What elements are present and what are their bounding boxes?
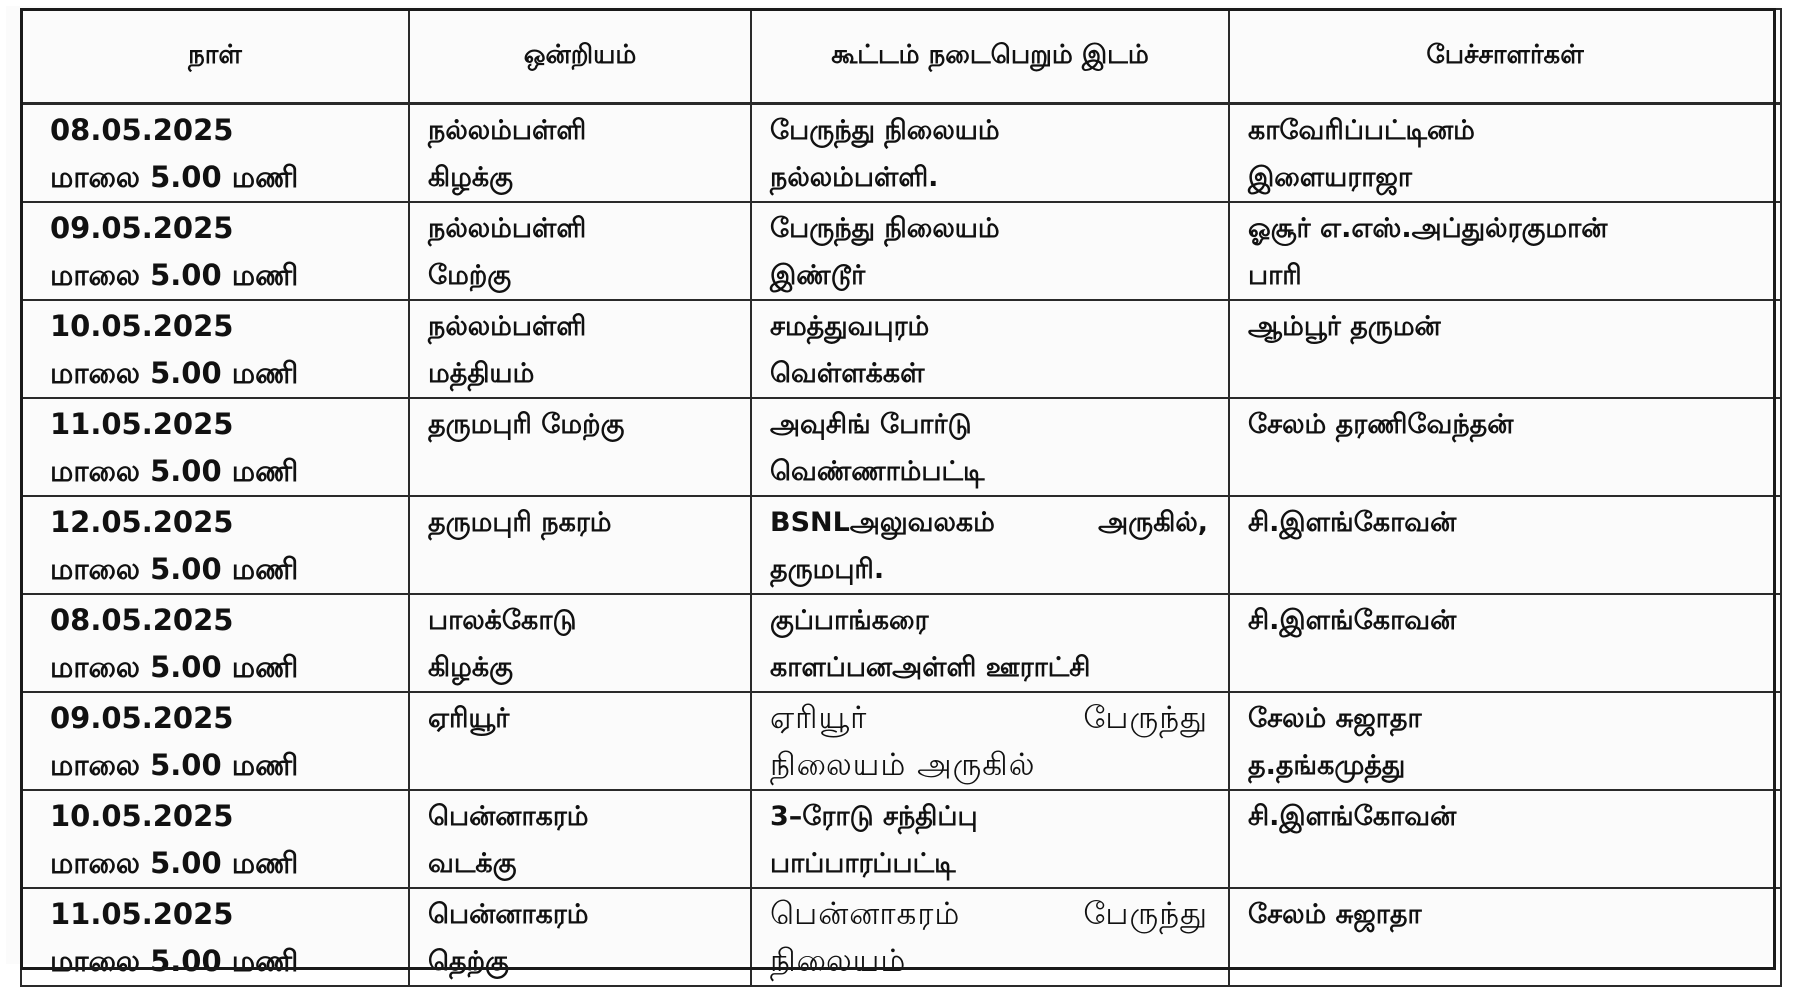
speaker-line: ஓசூர் எ.எஸ்.அப்துல்ரகுமான் <box>1248 213 1608 244</box>
venue-line: வெண்ணாம்பட்டி <box>770 456 985 487</box>
table-row <box>21 398 1781 496</box>
union-line: பென்னாகரம் <box>428 801 589 832</box>
date-cell <box>21 692 409 790</box>
time-text: மாலை 5.00 மணி <box>50 454 299 488</box>
union-line: நல்லம்பள்ளி <box>428 115 587 146</box>
meeting-schedule-table <box>20 8 1782 987</box>
time-text: மாலை 5.00 மணி <box>50 258 299 292</box>
table-row <box>21 888 1781 986</box>
table-row <box>21 692 1781 790</box>
table-row <box>21 202 1781 300</box>
speaker-line: சி.இளங்கோவன் <box>1248 605 1457 636</box>
venue-line: காளப்பனஅள்ளி ஊராட்சி <box>770 652 1091 683</box>
time-text: மாலை 5.00 மணி <box>50 160 299 194</box>
speakers-cell <box>1229 202 1781 300</box>
venue-line: நிலையம் <box>770 943 907 979</box>
union-cell <box>409 104 751 203</box>
speaker-line: சேலம் சுஜாதா <box>1248 899 1422 930</box>
table-row <box>21 104 1781 203</box>
venue-line: இண்டூர் <box>770 260 866 291</box>
date-text: 11.05.2025 <box>50 407 234 441</box>
time-text: மாலை 5.00 மணி <box>50 650 299 684</box>
speakers-cell <box>1229 398 1781 496</box>
time-text: மாலை 5.00 மணி <box>50 748 299 782</box>
venue-line: பென்னாகரம் பேருந்து <box>770 896 1208 932</box>
speaker-line: இளையராஜா <box>1248 162 1413 193</box>
table-row <box>21 790 1781 888</box>
union-cell <box>409 888 751 986</box>
speaker-line: பாரி <box>1248 260 1302 291</box>
date-text: 08.05.2025 <box>50 113 234 147</box>
union-line: பென்னாகரம் <box>428 899 589 930</box>
header-date: நாள் <box>21 9 409 104</box>
header-venue: கூட்டம் நடைபெறும் இடம் <box>751 9 1229 104</box>
venue-line: BSNLஅலுவலகம் அருகில், <box>770 507 1208 538</box>
venue-line: குப்பாங்கரை <box>770 605 929 636</box>
table-row <box>21 496 1781 594</box>
date-text: 09.05.2025 <box>50 211 234 245</box>
union-line: மேற்கு <box>428 260 512 291</box>
document-page <box>6 6 1780 979</box>
time-text: மாலை 5.00 மணி <box>50 944 299 978</box>
union-cell <box>409 398 751 496</box>
union-line: பாலக்கோடு <box>428 605 577 636</box>
union-line: மத்தியம் <box>428 358 535 389</box>
venue-cell <box>751 594 1229 692</box>
venue-cell <box>751 202 1229 300</box>
union-line: நல்லம்பள்ளி <box>428 213 587 244</box>
speaker-line: சி.இளங்கோவன் <box>1248 507 1457 538</box>
venue-line: 3–ரோடு சந்திப்பு <box>770 801 978 832</box>
header-union: ஒன்றியம் <box>409 9 751 104</box>
union-cell <box>409 790 751 888</box>
table-row <box>21 300 1781 398</box>
speaker-line: த.தங்கமுத்து <box>1248 750 1406 781</box>
venue-line: நிலையம் அருகில் <box>770 747 1036 783</box>
header-speakers: பேச்சாளர்கள் <box>1229 9 1781 104</box>
union-cell <box>409 692 751 790</box>
date-cell <box>21 398 409 496</box>
union-line: கிழக்கு <box>428 652 513 683</box>
time-text: மாலை 5.00 மணி <box>50 552 299 586</box>
header-row <box>21 9 1781 104</box>
union-line: வடக்கு <box>428 848 517 879</box>
union-cell <box>409 496 751 594</box>
venue-line: பேருந்து நிலையம் <box>770 115 1000 146</box>
time-text: மாலை 5.00 மணி <box>50 356 299 390</box>
date-text: 11.05.2025 <box>50 897 234 931</box>
venue-line: வெள்ளக்கள் <box>770 358 925 389</box>
date-text: 10.05.2025 <box>50 799 234 833</box>
union-line: தருமபுரி மேற்கு <box>428 409 625 440</box>
union-line: தெற்கு <box>428 946 509 977</box>
table-row <box>21 594 1781 692</box>
venue-cell <box>751 300 1229 398</box>
venue-cell <box>751 104 1229 203</box>
union-line: தருமபுரி நகரம் <box>428 507 612 538</box>
speakers-cell <box>1229 888 1781 986</box>
venue-line: நல்லம்பள்ளி. <box>770 162 939 193</box>
time-text: மாலை 5.00 மணி <box>50 846 299 880</box>
speakers-cell <box>1229 496 1781 594</box>
date-cell <box>21 202 409 300</box>
venue-line: பாப்பாரப்பட்டி <box>770 848 956 879</box>
date-cell <box>21 594 409 692</box>
date-cell <box>21 888 409 986</box>
date-text: 12.05.2025 <box>50 505 234 539</box>
speaker-line: சேலம் தரணிவேந்தன் <box>1248 409 1514 440</box>
date-text: 08.05.2025 <box>50 603 234 637</box>
date-cell <box>21 104 409 203</box>
speakers-cell <box>1229 692 1781 790</box>
venue-line: சமத்துவபுரம் <box>770 311 930 342</box>
speakers-cell <box>1229 104 1781 203</box>
venue-line: ஏரியூர் பேருந்து <box>770 700 1208 736</box>
speakers-cell <box>1229 594 1781 692</box>
venue-line: பேருந்து நிலையம் <box>770 213 1000 244</box>
table-header <box>21 9 1781 104</box>
venue-line: அவுசிங் போர்டு <box>770 409 972 440</box>
speaker-line: ஆம்பூர் தருமன் <box>1248 311 1441 342</box>
date-cell <box>21 300 409 398</box>
union-cell <box>409 300 751 398</box>
venue-cell <box>751 398 1229 496</box>
union-cell <box>409 594 751 692</box>
venue-line: தருமபுரி. <box>770 554 885 585</box>
speaker-line: காவேரிப்பட்டினம் <box>1248 115 1475 146</box>
speaker-line: சேலம் சுஜாதா <box>1248 703 1422 734</box>
speakers-cell <box>1229 300 1781 398</box>
speaker-line: சி.இளங்கோவன் <box>1248 801 1457 832</box>
table-body <box>21 104 1781 987</box>
speakers-cell <box>1229 790 1781 888</box>
date-cell <box>21 496 409 594</box>
date-cell <box>21 790 409 888</box>
date-text: 09.05.2025 <box>50 701 234 735</box>
union-line: கிழக்கு <box>428 162 513 193</box>
union-line: ஏரியூர் <box>428 703 510 734</box>
venue-cell <box>751 888 1229 986</box>
venue-cell <box>751 692 1229 790</box>
union-cell <box>409 202 751 300</box>
date-text: 10.05.2025 <box>50 309 234 343</box>
union-line: நல்லம்பள்ளி <box>428 311 587 342</box>
venue-cell <box>751 496 1229 594</box>
venue-cell <box>751 790 1229 888</box>
